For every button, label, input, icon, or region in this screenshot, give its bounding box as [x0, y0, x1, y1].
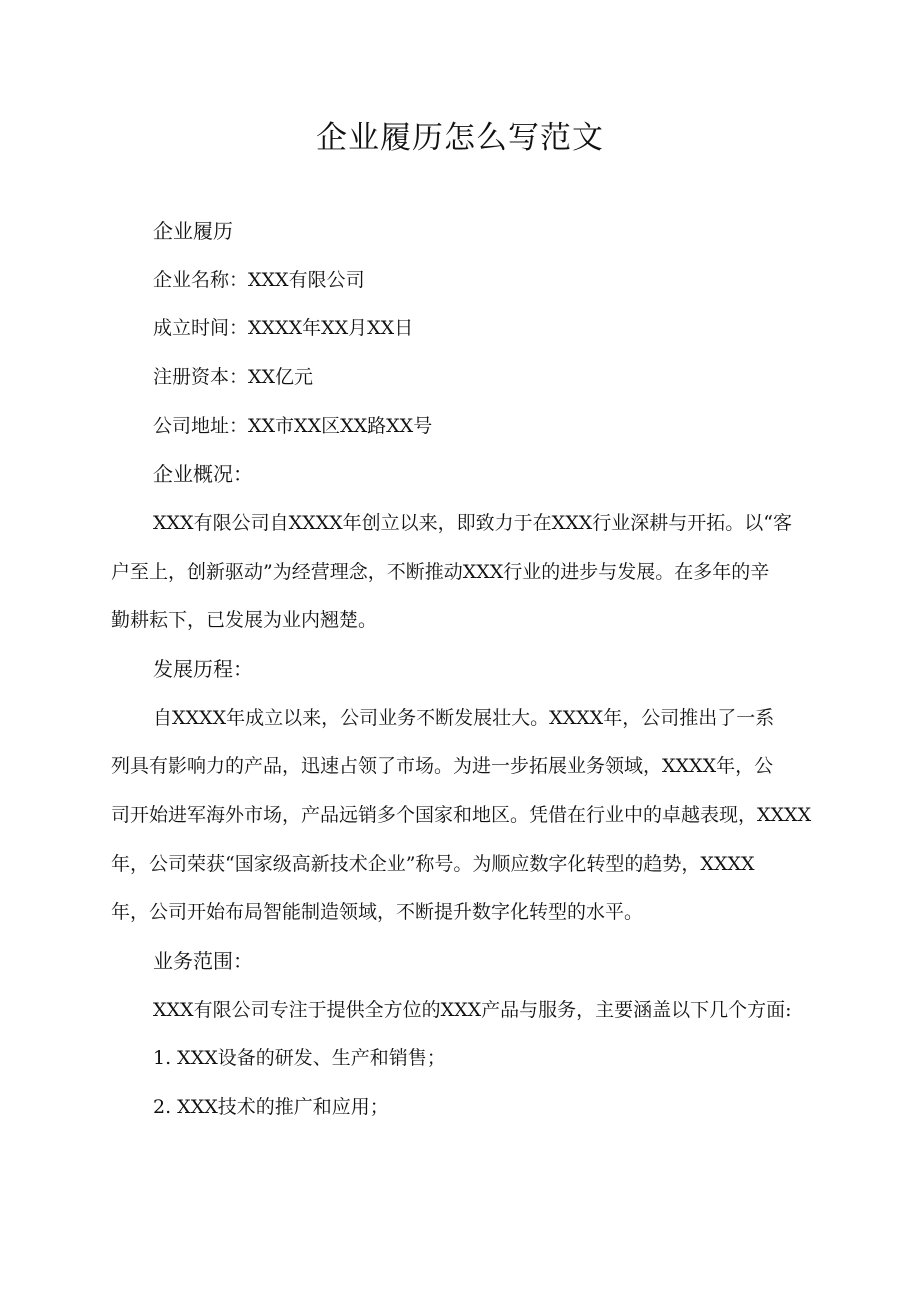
document-title: 企业履历怎么写范文	[316, 120, 604, 156]
company-address-line: 公司地址：XX市XX区XX路XX号	[153, 415, 433, 437]
history-line: 司开始进军海外市场，产品远销多个国家和地区。凭借在行业中的卓越表现，XXXX	[111, 804, 812, 826]
company-name-line: 企业名称：XXX有限公司	[153, 269, 365, 291]
overview-line: 勤耕耘下，已发展为业内翘楚。	[111, 609, 378, 631]
scope-list-item: 1. XXX设备的研发、生产和销售；	[153, 1047, 446, 1069]
scope-list-item: 2. XXX技术的推广和应用；	[153, 1096, 389, 1118]
history-line: 列具有影响力的产品，迅速占领了市场。为进一步拓展业务领域，XXXX年，公	[111, 755, 774, 777]
history-line: 年，公司荣获“国家级高新技术企业”称号。为顺应数字化转型的趋势，XXXX	[111, 853, 755, 875]
founded-date-line: 成立时间：XXXX年XX月XX日	[153, 317, 414, 339]
history-heading: 发展历程：	[153, 657, 253, 681]
overview-line: 户至上，创新驱动”为经营理念，不断推动XXX行业的进步与发展。在多年的辛	[111, 561, 770, 583]
history-line: 年，公司开始布局智能制造领域，不断提升数字化转型的水平。	[111, 901, 644, 923]
overview-line: XXX有限公司自XXXX年创立以来，即致力于在XXX行业深耕与开拓。以“客	[153, 512, 792, 534]
registered-capital-line: 注册资本：XX亿元	[153, 366, 314, 388]
scope-heading: 业务范围：	[153, 949, 253, 973]
overview-heading: 企业概况：	[153, 462, 253, 486]
section-heading-resume: 企业履历	[153, 219, 233, 243]
history-line: 自XXXX年成立以来，公司业务不断发展壮大。XXXX年，公司推出了一系	[153, 707, 775, 729]
scope-intro-line: XXX有限公司专注于提供全方位的XXX产品与服务，主要涵盖以下几个方面:	[153, 999, 792, 1021]
